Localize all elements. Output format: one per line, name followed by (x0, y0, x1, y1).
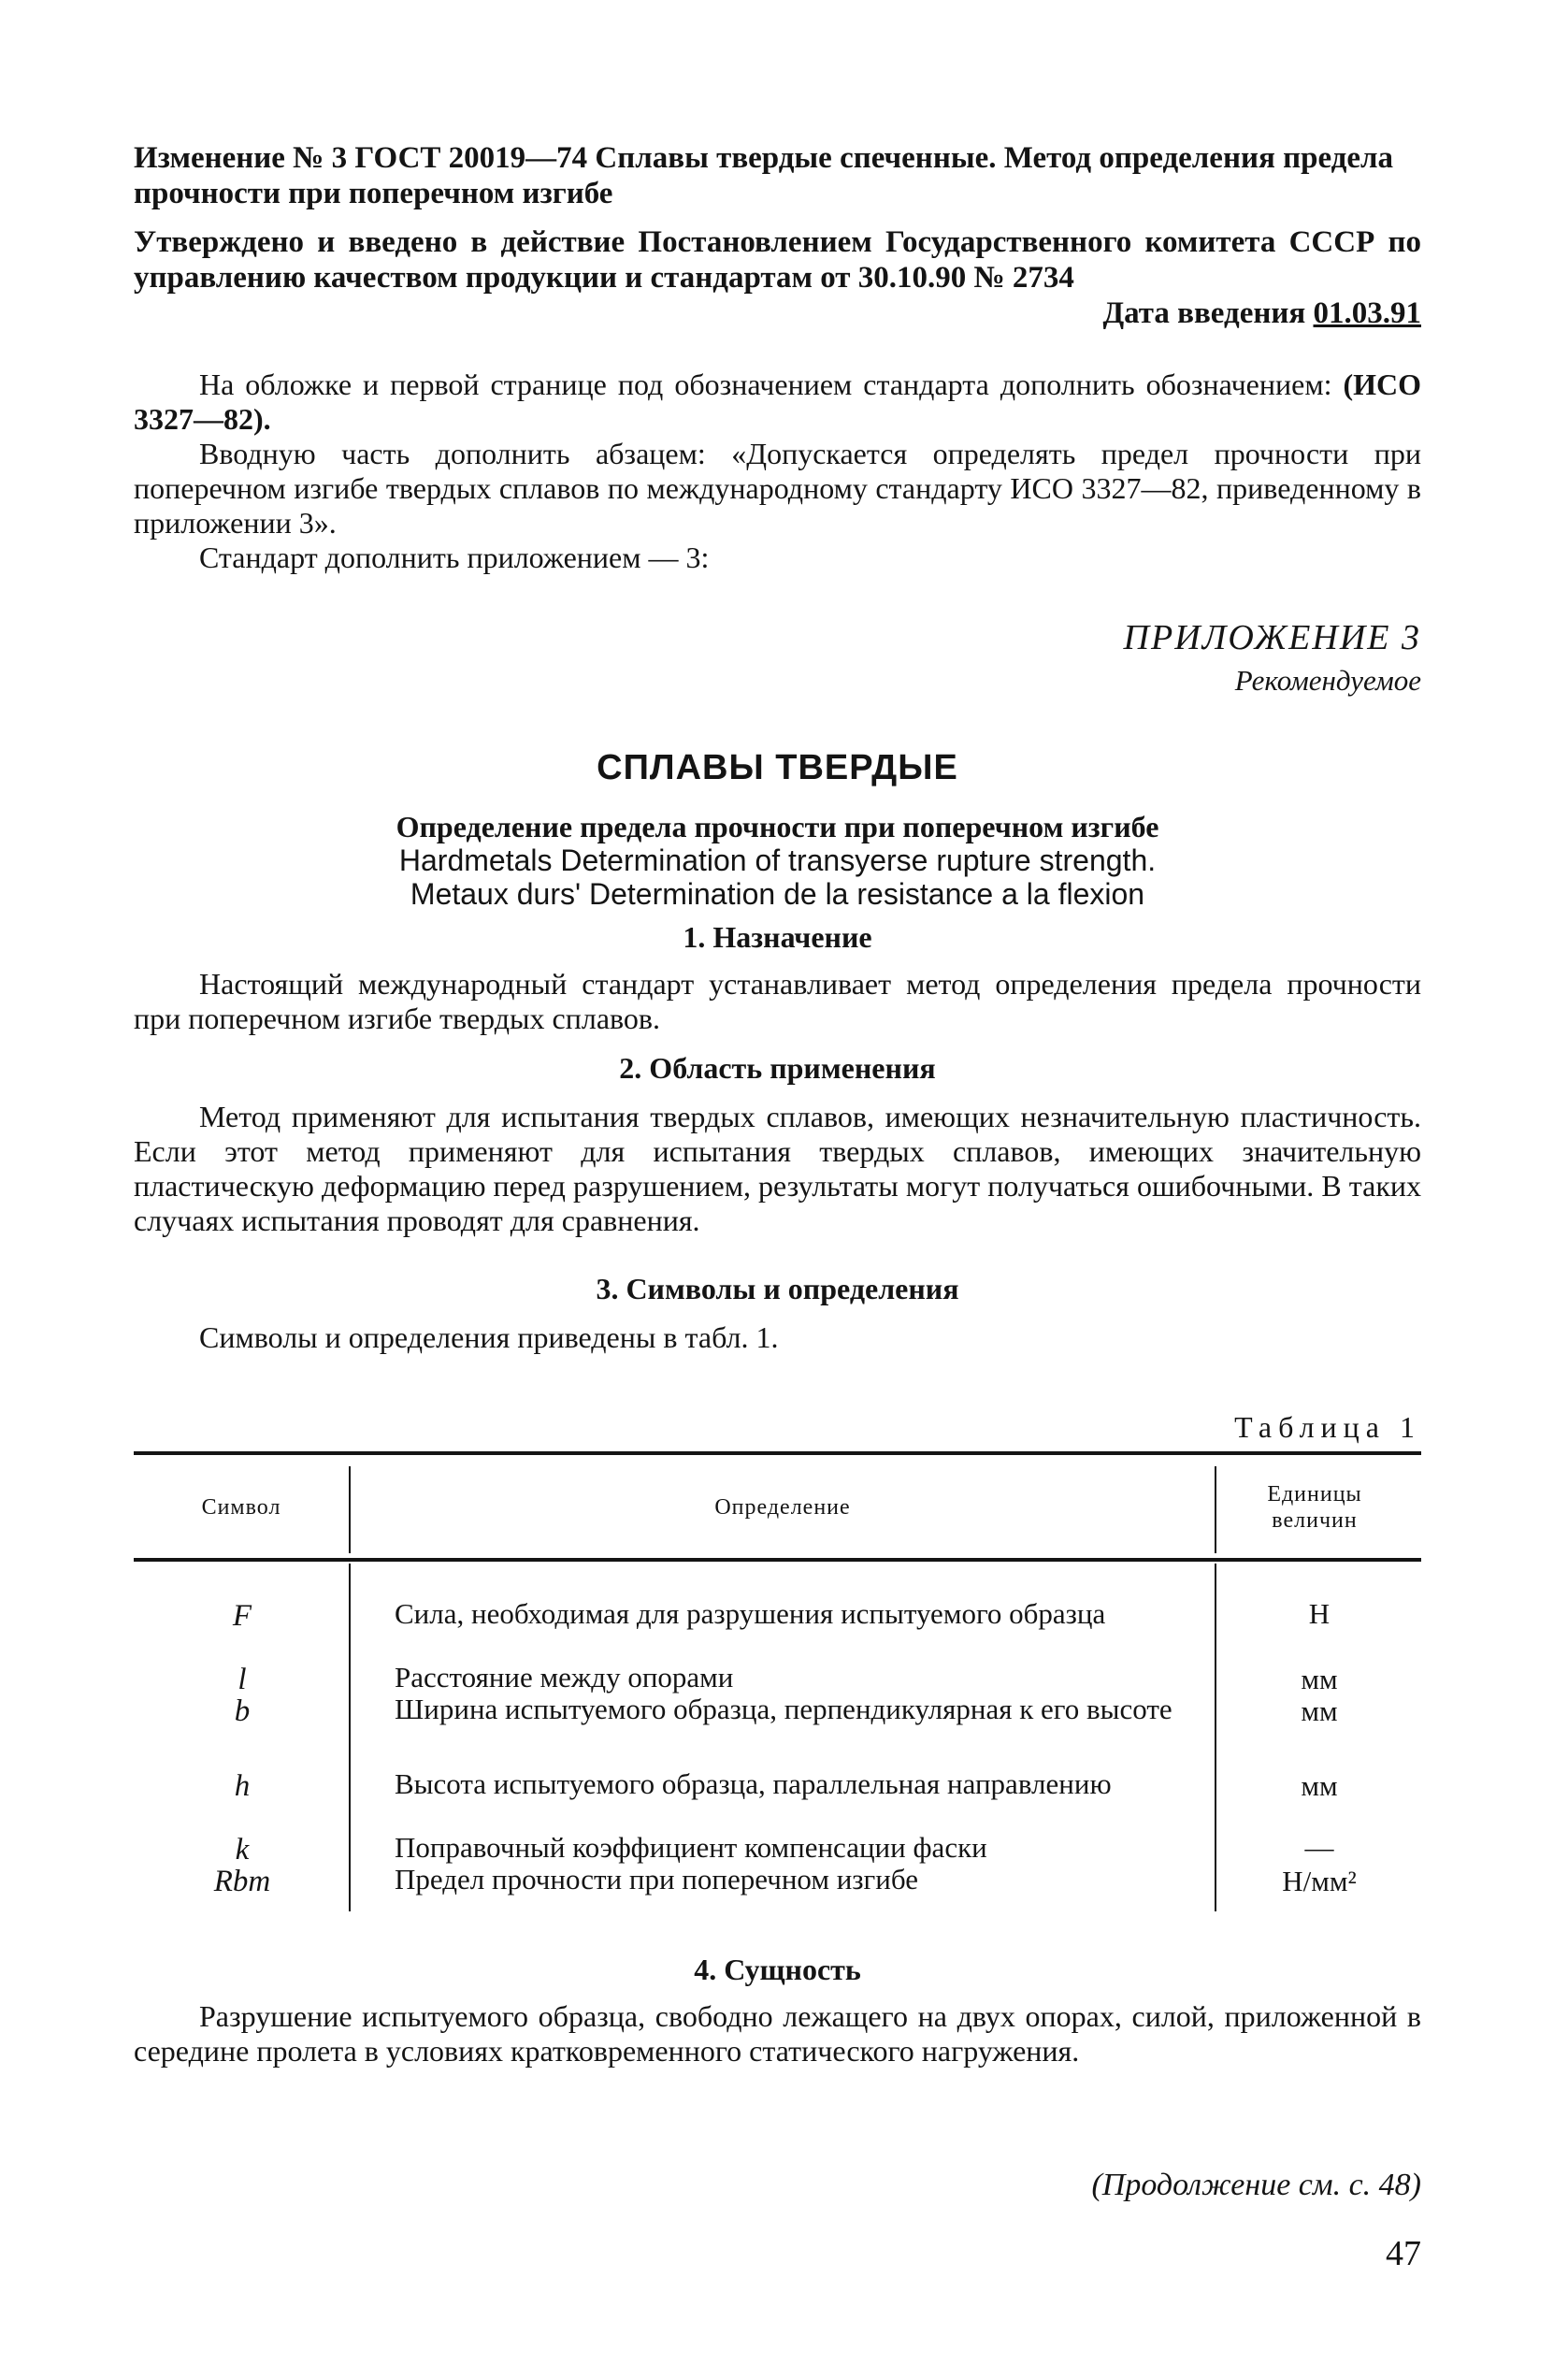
table-row-symbol: h (234, 1769, 251, 1803)
section-3-heading: 3. Символы и определения (596, 1272, 959, 1305)
intro-paragraph-3: Стандарт дополнить приложением — 3: (199, 541, 710, 574)
table-body-divider-2 (1215, 1564, 1216, 1911)
subtitle-russian: Определение предела прочности при поперечном изгибе (396, 810, 1159, 843)
effective-date-line (134, 296, 1421, 331)
table-header-definition: Определение (714, 1495, 851, 1520)
table-row-unit: — (1304, 1831, 1334, 1864)
table-row-definition: Высота испытуемого образца, параллельная направлению (395, 1767, 1112, 1800)
table-row-symbol: l (237, 1663, 247, 1696)
intro-paragraph-2: Вводную часть дополнить абзацем: «Допускается определять предел прочности при поперечном изгибе твердых сплавов по международному стандарту ИСО 3327—82, приведенному в приложении 3». (134, 437, 1421, 540)
appendix-title: СПЛАВЫ ТВЕРДЫЕ (597, 748, 958, 787)
table-row-symbol: Rbm (213, 1865, 271, 1898)
subtitle-english: Hardmetals Determination of transyerse rupture strength. (398, 843, 1157, 877)
approval-block (134, 224, 1421, 331)
table-header-units: Единицы величин (1267, 1482, 1362, 1533)
table-row-definition: Расстояние между опорами (395, 1661, 734, 1694)
continuation-note: (Продолжение см. с. 48) (1091, 2168, 1421, 2202)
table-row-symbol: F (232, 1599, 252, 1633)
appendix-status: Рекомендуемое (1234, 664, 1421, 697)
table-header-symbol: Символ (201, 1495, 281, 1520)
section-2-text: Метод применяют для испытания твердых сплавов, имеющих незначительную пластичность. Если этот метод применяют для испытания твердых сплавов, имеющих значительную пластическую деформацию перед разрушением, результаты могут получаться ошибочными. В таких случаях испытания проводят для сравнения. (134, 1100, 1421, 1237)
table-row-unit: мм (1301, 1769, 1338, 1802)
section-4-heading: 4. Сущность (694, 1953, 861, 1986)
table-row-unit: мм (1301, 1694, 1338, 1727)
effective-date-value: 01.03.91 (1313, 296, 1421, 330)
approval-text: Утверждено и введено в действие Постановлением Государственного комитета СССР по управлению качеством продукции и стандартам от 30.10.90 № 2734 (134, 225, 1421, 295)
appendix-label: ПРИЛОЖЕНИЕ 3 (1123, 618, 1421, 657)
section-3-text: Символы и определения приведены в табл. 1. (199, 1320, 779, 1354)
section-4-text: Разрушение испытуемого образца, свободно лежащего на двух опорах, силой, приложенной в середине пролета в условиях кратковременного статического нагружения. (134, 1999, 1421, 2068)
page-number: 47 (1386, 2234, 1421, 2273)
table-row-symbol: k (235, 1833, 250, 1867)
table-row-unit: мм (1301, 1663, 1338, 1695)
amendment-title: Изменение № 3 ГОСТ 20019—74 Сплавы твердые спеченные. Метод определения предела прочности при поперечном изгибе (134, 141, 1394, 210)
table-top-rule (134, 1451, 1421, 1455)
intro-paragraph-1 (134, 368, 1421, 437)
section-1-text: Настоящий международный стандарт устанавливает метод определения предела прочности при поперечном изгибе твердых сплавов. (134, 967, 1421, 1035)
table-row-definition: Ширина испытуемого образца, перпендикулярная к его высоте (395, 1693, 1172, 1725)
table-row-definition: Поправочный коэффициент компенсации фаски (395, 1831, 987, 1864)
section-2-heading: 2. Область применения (619, 1051, 936, 1085)
table-row-definition: Сила, необходимая для разрушения испытуемого образца (395, 1597, 1106, 1630)
iso-designation: (ИСО 3327—82). (134, 368, 1421, 436)
table-header-divider-2 (1215, 1466, 1216, 1553)
table-row-unit: Н (1308, 1597, 1331, 1630)
table-row-definition: Предел прочности при поперечном изгибе (395, 1863, 918, 1896)
table-caption: Таблица 1 (1234, 1410, 1421, 1444)
effective-date-label: Дата введения (1102, 296, 1306, 330)
table-row-symbol: b (234, 1694, 251, 1728)
table-row-unit: Н/мм² (1282, 1865, 1357, 1897)
subtitle-french: Metaux durs' Determination de la resistance a la flexion (410, 877, 1145, 911)
section-1-heading: 1. Назначение (683, 920, 872, 954)
intro-paragraph-1-text: На обложке и первой странице под обозначением стандарта дополнить обозначением: (199, 368, 1344, 401)
table-header-rule (134, 1558, 1421, 1562)
